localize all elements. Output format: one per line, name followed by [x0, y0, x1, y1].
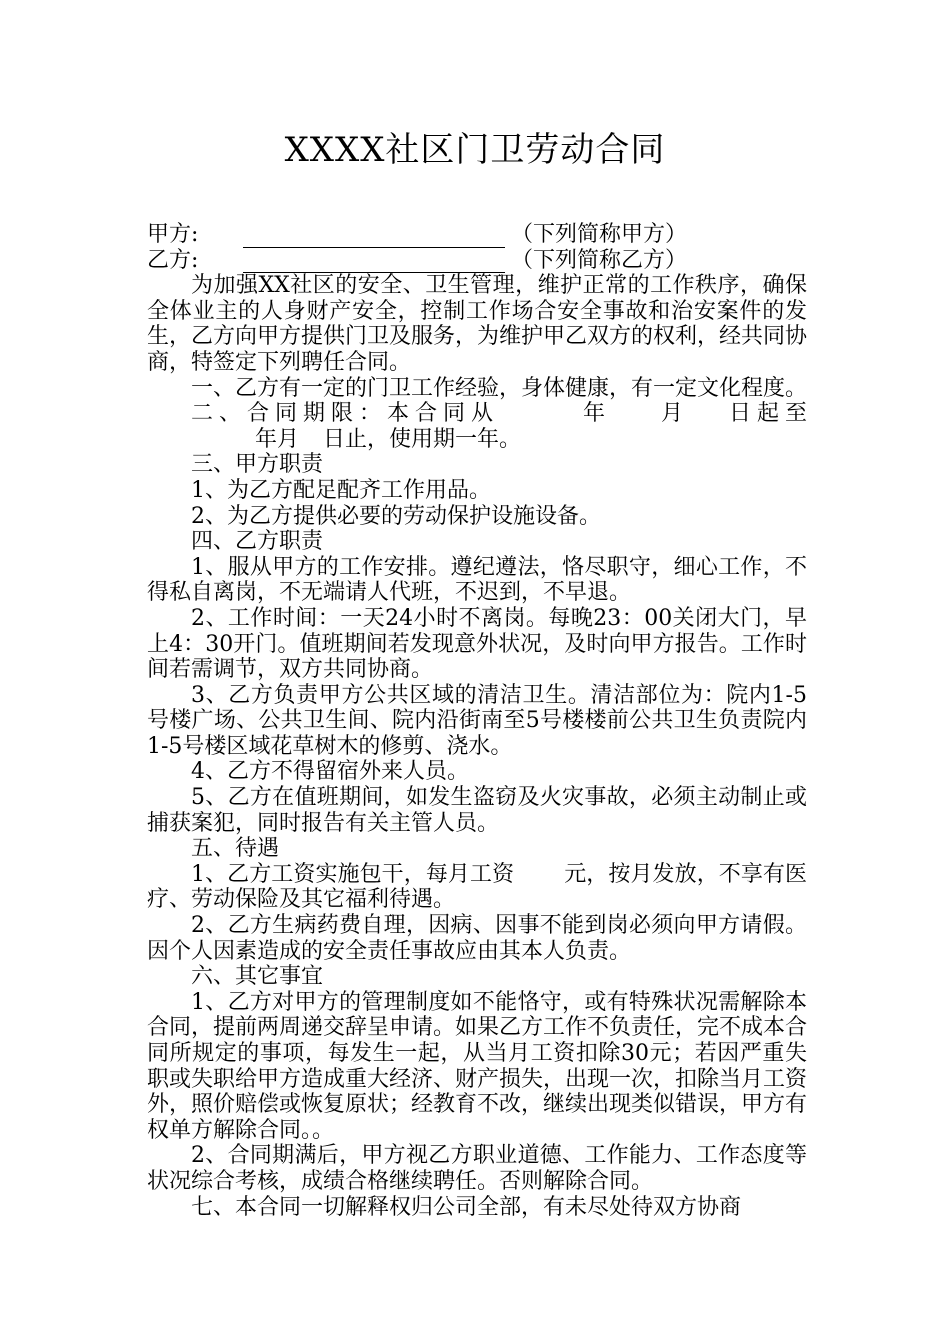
section-6-item-1: 1、乙方对甲方的管理制度如不能恪守，或有特殊状况需解除本合同，提前两周递交辞呈申请。如果乙方工作不负责任，完不成本合同所规定的事项，每发生一起，从当月工资扣除30元；若因严重失职或失职给甲方造成重大经济、财产损失，出现一次，扣除当月工资外，照价赔偿或恢复原状；经教育不改，继续出现类似错误，甲方有权单方解除合同。。 [147, 989, 808, 1143]
section-4-item-1: 1、服从甲方的工作安排。遵纪遵法，恪尽职守，细心工作，不得私自离岗，不无端请人代班，不迟到，不早退。 [147, 554, 807, 606]
party-b-line [147, 248, 807, 274]
term-start-month: 月 [654, 401, 689, 427]
party-a-line [147, 222, 807, 248]
term-start-year: 年 [576, 401, 611, 427]
section-1: 一、乙方有一定的门卫工作经验，身体健康，有一定文化程度。 [191, 375, 808, 401]
term-end-month: 月 [277, 426, 300, 452]
section-5-item-1 [147, 862, 807, 913]
salary-suffix: 元，按月发放，不享有医疗、劳动保险及其它福利待遇。 [147, 861, 807, 913]
party-b-label: 乙方: [147, 247, 199, 273]
party-b-blank-line [243, 253, 505, 273]
preamble-paragraph: 为加强XX社区的安全、卫生管理，维护正常的工作秩序，确保全体业主的人身财产安全，控制工作场合安全事故和治安案件的发生，乙方向甲方提供门卫及服务，为维护甲乙双方的权利，经共同协商，特签定下列聘任合同。 [147, 273, 808, 375]
section-4-item-4: 4、乙方不得留宿外来人员。 [191, 759, 469, 785]
term-end-suffix: 日止，使用期一年。 [323, 426, 522, 452]
term-prefix: 二、合同期限：本合同从 [191, 401, 499, 427]
section-3-item-2: 2、为乙方提供必要的劳动保护设施设备。 [191, 503, 601, 529]
party-a-blank-line [243, 228, 505, 248]
section-4-item-2: 2、工作时间：一天24小时不离岗。每晚23：00关闭大门，早上4：30开门。值班期间若发现意外状况，及时向甲方报告。工作时间若需调节，双方共同协商。 [147, 605, 807, 683]
section-2-contract-term [147, 401, 807, 452]
party-b-note: （下列简称乙方） [511, 247, 688, 273]
section-7: 七、本合同一切解释权归公司全部，有未尽处待双方协商 [191, 1194, 742, 1220]
section-4-item-5: 5、乙方在值班期间，如发生盗窃及火灾事故，必须主动制止或捕获案犯，同时报告有关主管人员。 [147, 785, 807, 836]
section-4-item-3: 3、乙方负责甲方公共区域的清洁卫生。清洁部位为：院内1-5号楼广场、公共卫生间、院内沿街南至5号楼楼前公共卫生负责院内1-5号楼区域花草树木的修剪、浇水。 [147, 682, 807, 759]
salary-prefix: 1、乙方工资实施包干，每月工资 [191, 861, 515, 887]
section-5-item-2: 2、乙方生病药费自理，因病、因事不能到岗必须向甲方请假。因个人因素造成的安全责任事故应由其本人负责。 [147, 913, 807, 964]
section-6-item-2: 2、合同期满后，甲方视乙方职业道德、工作能力、工作态度等状况综合考核，成绩合格继续聘任。否则解除合同。 [147, 1143, 807, 1194]
party-a-label: 甲方: [147, 222, 199, 247]
party-a-note: （下列简称甲方） [511, 222, 688, 247]
section-3-item-1: 1、为乙方配足配齐工作用品。 [191, 477, 491, 503]
term-end-year: 年 [255, 426, 278, 452]
contract-body [147, 222, 807, 1220]
section-4-heading: 四、乙方职责 [191, 529, 324, 555]
section-3-heading: 三、甲方职责 [191, 452, 324, 478]
section-5-heading: 五、待遇 [191, 836, 280, 862]
document-title: XXXX社区门卫劳动合同 [284, 130, 666, 170]
section-6-heading: 六、其它事宜 [191, 964, 324, 990]
term-start-day: 日起至 [722, 401, 807, 427]
